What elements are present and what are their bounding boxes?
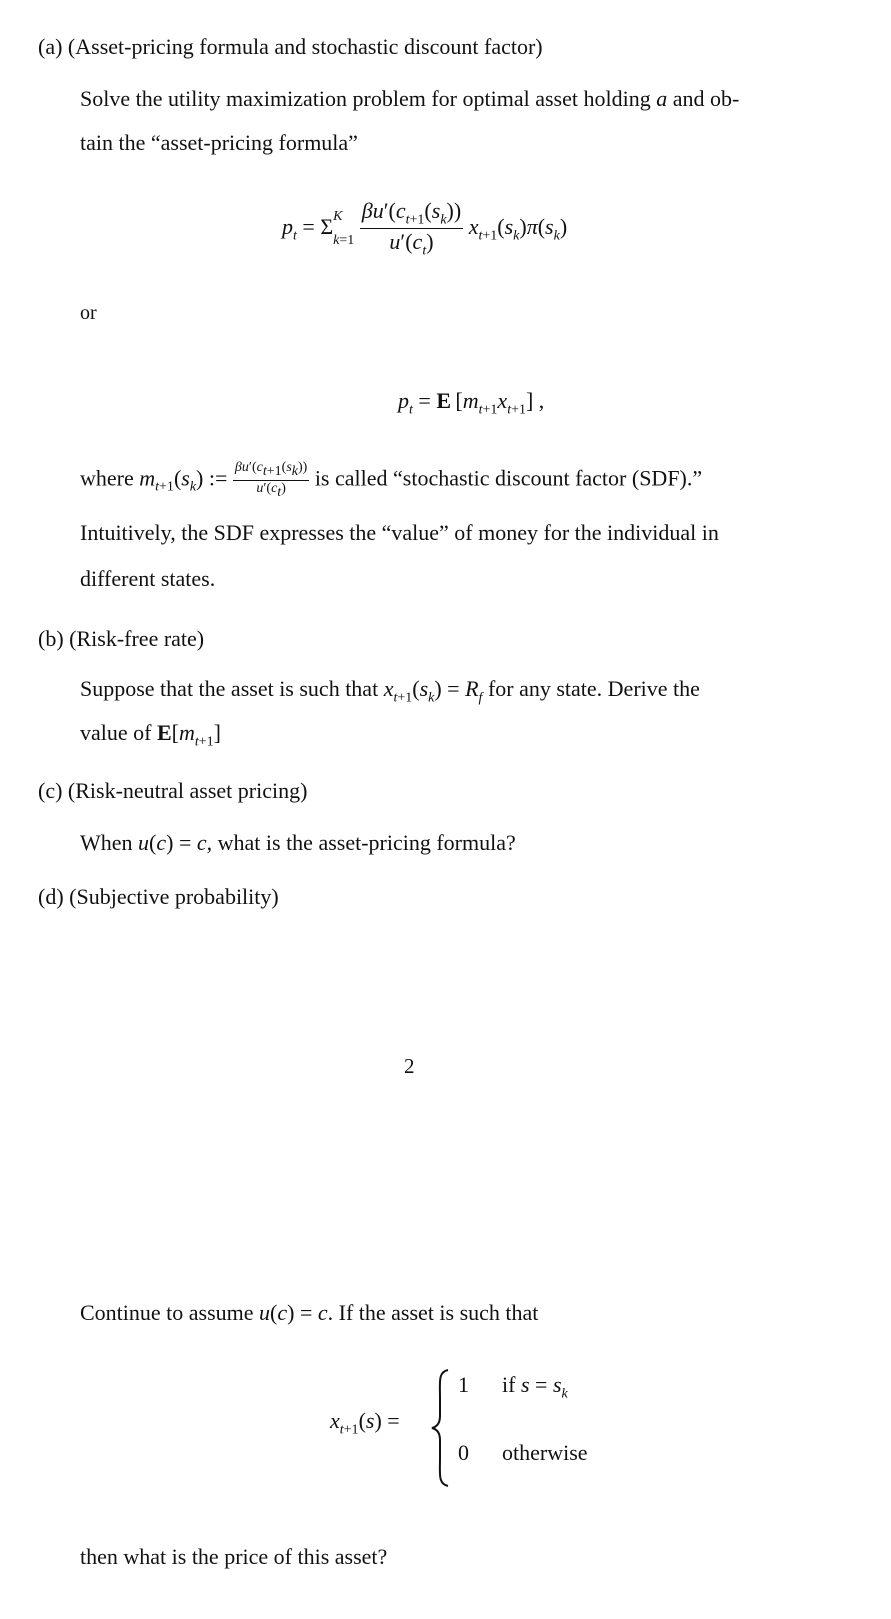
part-a-heading <box>38 34 543 60</box>
part-b-line-1: Suppose that the asset is such that $x_{t+1}(s_k) = R_f$ for any state. Derive the <box>80 676 700 706</box>
part-c-heading <box>38 778 307 804</box>
part-c-title: (Risk-neutral asset pricing) <box>67 778 308 803</box>
left-brace-icon <box>430 1368 452 1488</box>
part-b-label: (b) <box>38 626 64 651</box>
part-a-paragraph-line-2: tain the “asset-pricing formula” <box>80 130 358 155</box>
part-d-line-1: Continue to assume u(c) = c. If the asset is such that <box>80 1300 539 1325</box>
piecewise-case-2: 0 otherwise <box>458 1440 588 1465</box>
part-a-label: (a) <box>38 34 63 59</box>
part-d-title: (Subjective probability) <box>69 884 279 909</box>
page-number: 2 <box>404 1054 415 1078</box>
part-b-title: (Risk-free rate) <box>69 626 205 651</box>
part-d-heading <box>38 884 279 910</box>
part-c-label: (c) <box>38 778 63 803</box>
part-d-question: then what is the price of this asset? <box>80 1544 388 1569</box>
sdf-fraction: $\frac{\beta u'(c_{t+1}(s_k))}{u'(c_t)}$ <box>234 460 308 500</box>
intuition-line-2: different states. <box>80 566 216 591</box>
part-c-line-1: When u(c) = c, what is the asset-pricing formula? <box>80 830 516 855</box>
expectation-formula: $p_t = E$ $[m_{t+1}x_{t+1}]$ , <box>398 388 545 418</box>
sdf-definition-line: where $m_{t+1}(s_k)$ := $\frac{\beta u'(c_{t+1}(s_k))}{u'(c_t)}$ is called “stochastic discount factor (SDF).” <box>80 460 703 500</box>
part-d-label: (d) <box>38 884 64 909</box>
part-a-title: (Asset-pricing formula and stochastic discount factor) <box>67 34 543 59</box>
intuition-line-1: Intuitively, the SDF expresses the “value” of money for the individual in <box>80 520 719 545</box>
part-a-paragraph-line-1: Solve the utility maximization problem for optimal asset holding a and ob- <box>80 86 740 111</box>
piecewise-lhs: $x_{t+1}(s)$ = <box>330 1408 400 1438</box>
piecewise-case-1: 1 if $s = s_k$ <box>458 1372 568 1402</box>
asset-pricing-formula: $p_t = \Sigma^K$ $_{k=1}$ $\frac{\beta u'(c_{t+1}(s_k))}{u'(c_t)}$ $x_{t+1}(s_k)\pi(s_k)$ <box>282 198 568 259</box>
part-b-line-2: value of $E[m_{t+1}]$ <box>80 720 221 750</box>
or-text: or <box>80 302 97 324</box>
part-b-heading <box>38 626 204 652</box>
